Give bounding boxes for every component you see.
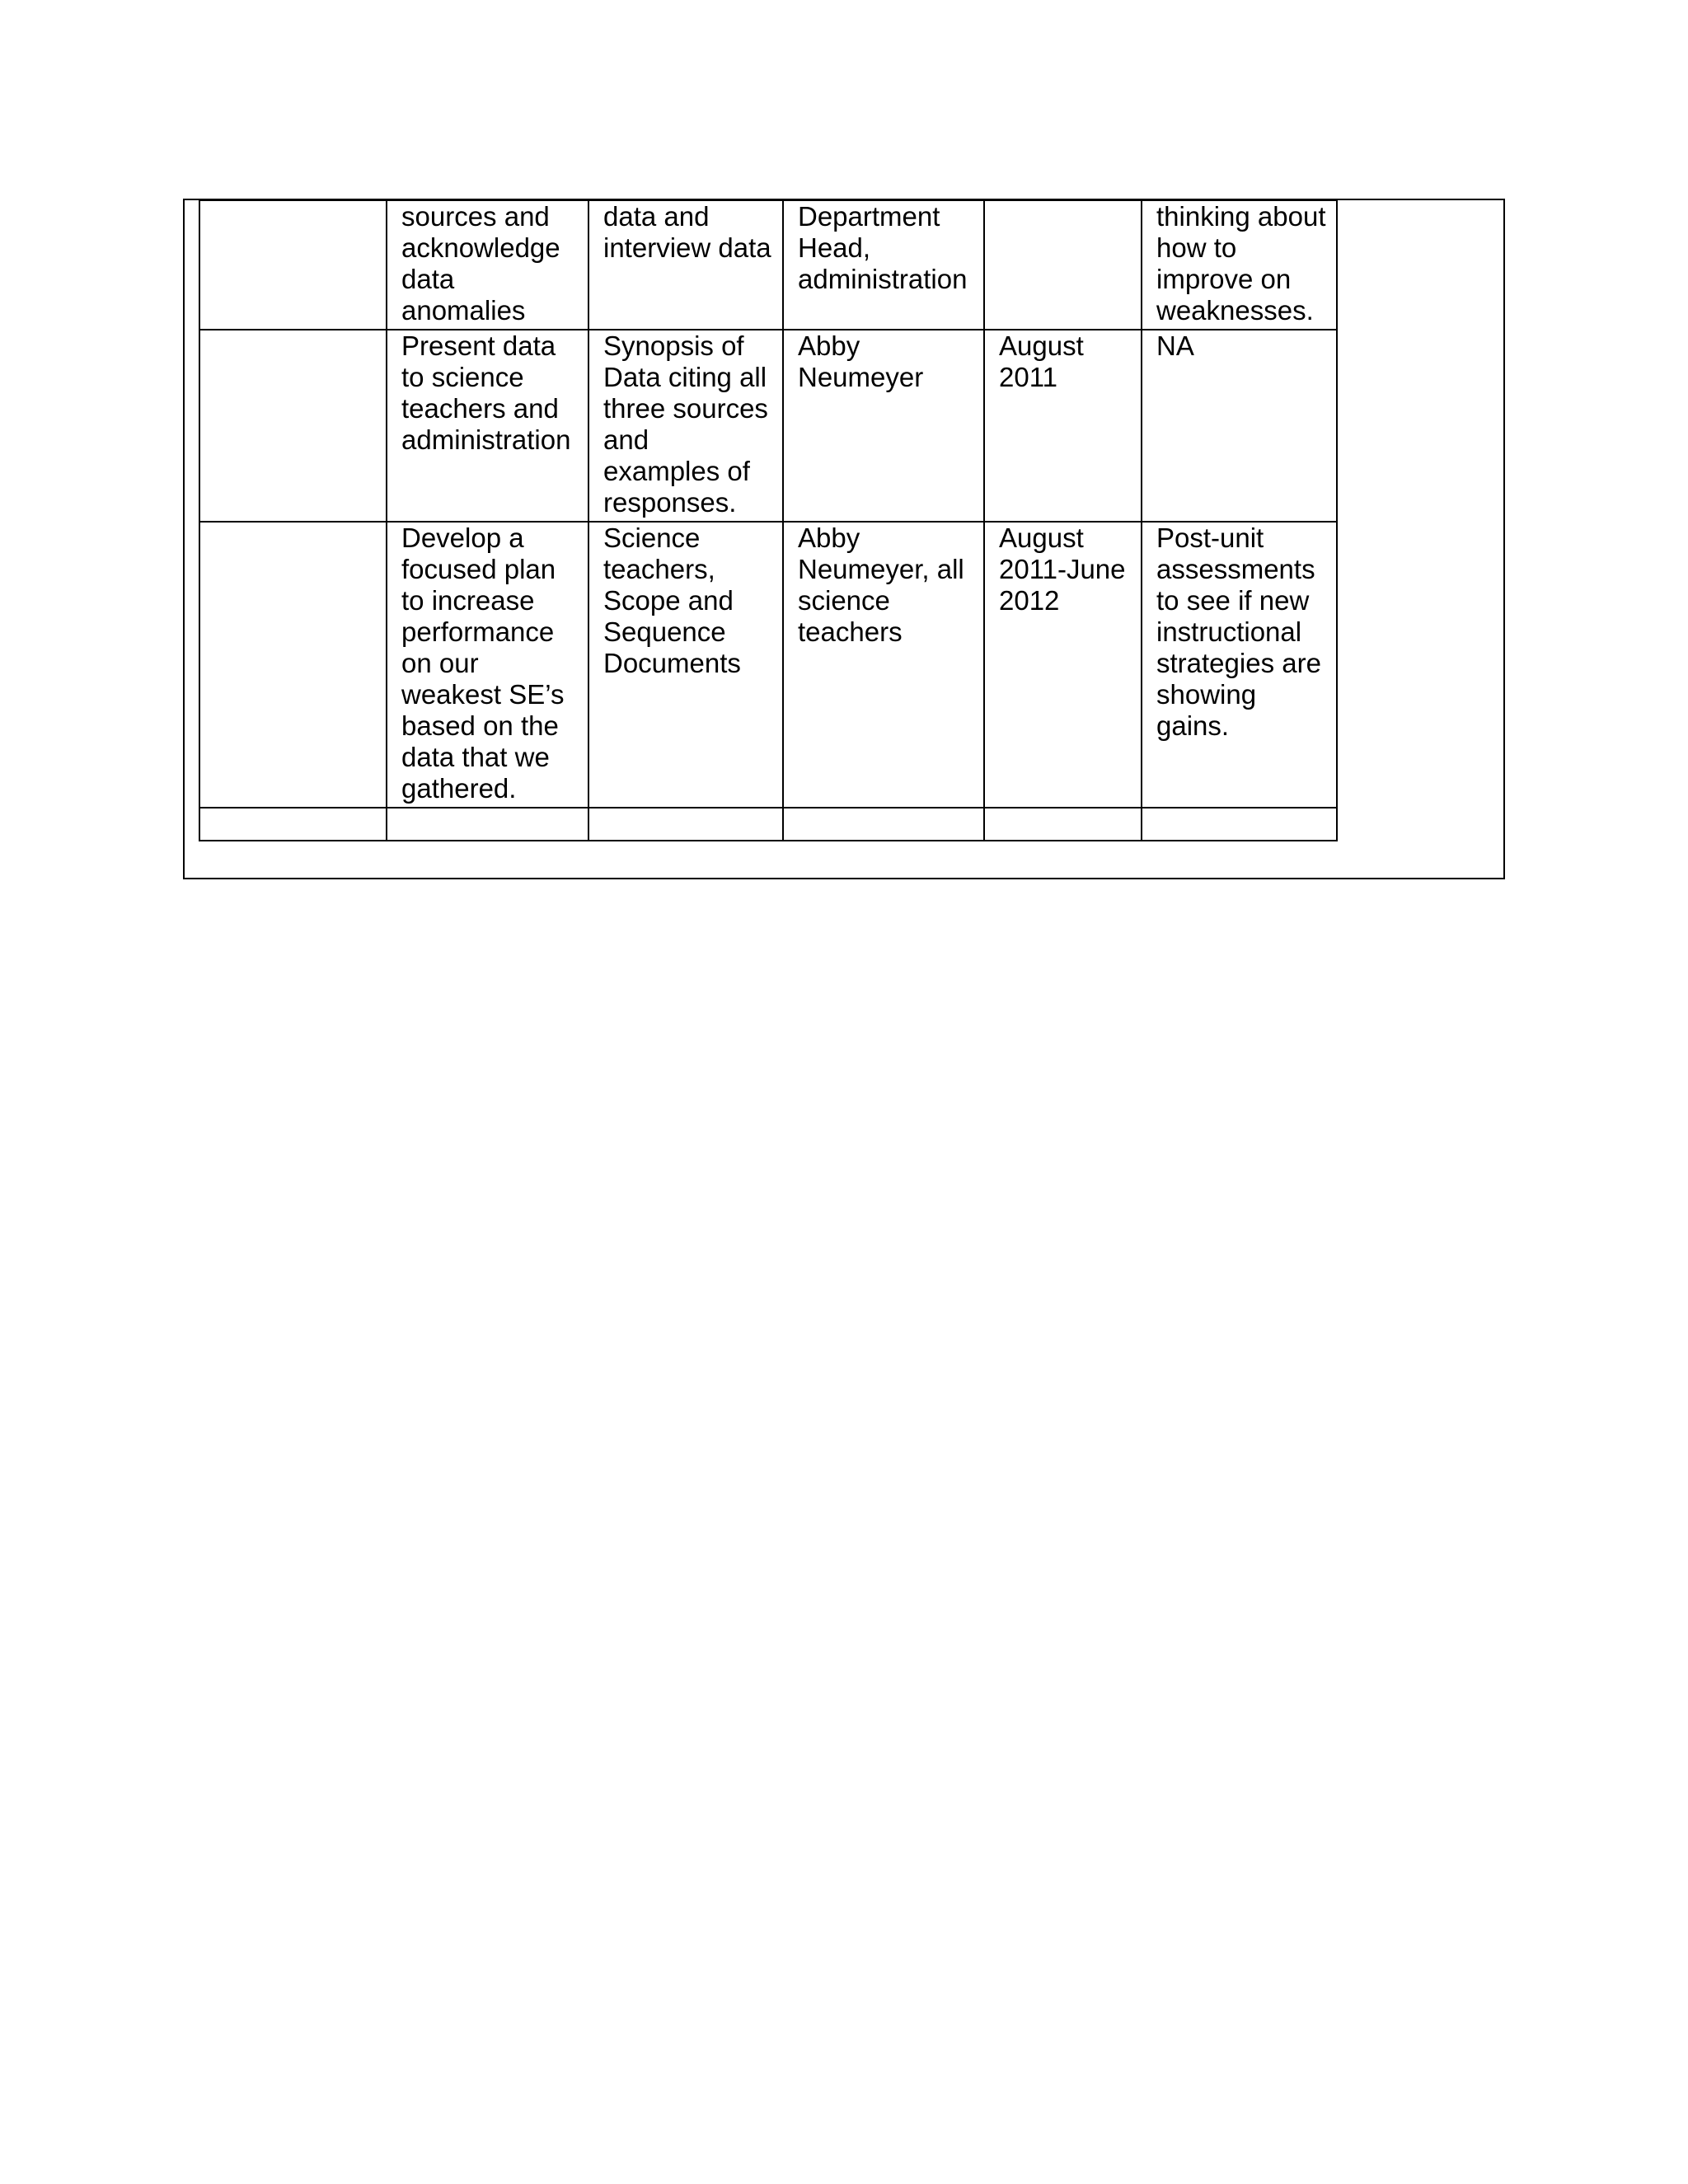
table-cell: Present data to science teachers and administration [387,330,588,522]
table-cell: NA [1142,330,1337,522]
table-row [199,522,1337,808]
table-cell: Department Head, administration [783,200,984,330]
table-cell [199,808,387,841]
table-cell [588,808,783,841]
table-row [199,808,1337,841]
table-cell: Develop a focused plan to increase performance on our weakest SE’s based on the data that we gathered. [387,522,588,808]
table-cell [984,808,1142,841]
action-plan-table [199,199,1338,841]
table-cell: thinking about how to improve on weaknesses. [1142,200,1337,330]
table-cell: Post-unit assessments to see if new instructional strategies are showing gains. [1142,522,1337,808]
table-cell [1142,808,1337,841]
table-row [199,330,1337,522]
table-cell: August 2011-June 2012 [984,522,1142,808]
table-cell [199,330,387,522]
table-cell: Abby Neumeyer, all science teachers [783,522,984,808]
table-cell [199,200,387,330]
table-row [199,200,1337,330]
table-cell [984,200,1142,330]
table-cell: Abby Neumeyer [783,330,984,522]
table-cell [199,522,387,808]
table-cell: Synopsis of Data citing all three sources and examples of responses. [588,330,783,522]
table-cell [783,808,984,841]
table-cell: Science teachers, Scope and Sequence Documents [588,522,783,808]
table-cell: sources and acknowledge data anomalies [387,200,588,330]
table-cell: data and interview data [588,200,783,330]
table-cell [387,808,588,841]
table-cell: August 2011 [984,330,1142,522]
